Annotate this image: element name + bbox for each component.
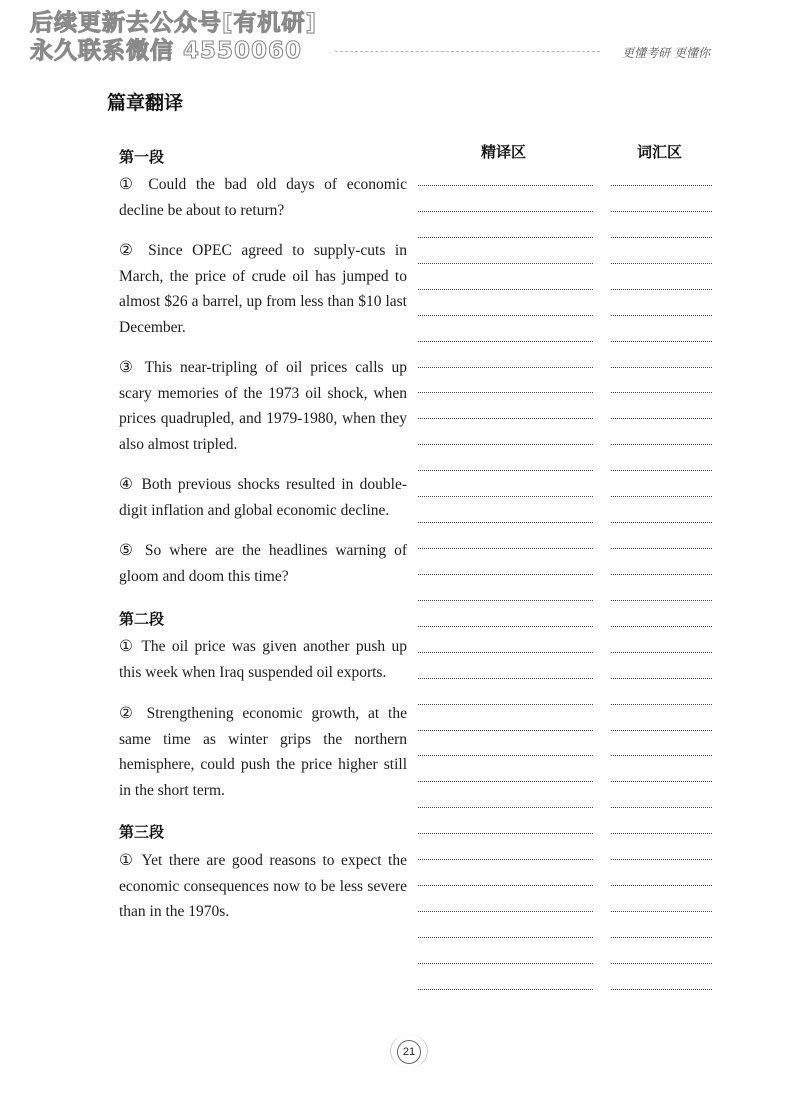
vocabulary-line	[611, 496, 712, 497]
paragraph-1-4: ④ Both previous shocks resulted in double-digit inflation and global economic decline.	[119, 476, 407, 519]
column-header-vocabulary: 词汇区	[637, 143, 683, 161]
paragraph-1-2: ② Since OPEC agreed to supply-cuts in March, the price of crude oil has jumped to almost $26 a barrel, up from less than $10 last December.	[119, 242, 407, 337]
precise-translation-line	[418, 315, 593, 316]
precise-translation-line	[418, 755, 593, 756]
precise-translation-line	[418, 263, 593, 264]
watermark-line-2: 永久联系微信 4550060	[30, 38, 303, 64]
page-title: 篇章翻译	[107, 92, 184, 114]
precise-translation-line	[418, 392, 593, 393]
vocabulary-line	[611, 522, 712, 523]
vocabulary-line	[611, 937, 712, 938]
vocabulary-line	[611, 574, 712, 575]
vocabulary-line	[611, 859, 712, 860]
vocabulary-line	[611, 185, 712, 186]
column-header-precise-translation: 精译区	[481, 143, 527, 161]
precise-translation-line	[418, 600, 593, 601]
precise-translation-line	[418, 341, 593, 342]
vocabulary-line	[611, 392, 712, 393]
vocabulary-line	[611, 444, 712, 445]
precise-translation-line	[418, 704, 593, 705]
precise-translation-line	[418, 833, 593, 834]
paragraph-1-1: ① Could the bad old days of economic decline be about to return?	[119, 176, 407, 219]
precise-translation-line	[418, 885, 593, 886]
vocabulary-line	[611, 704, 712, 705]
precise-translation-line	[418, 781, 593, 782]
vocabulary-line	[611, 289, 712, 290]
vocabulary-line	[611, 237, 712, 238]
vocabulary-line	[611, 341, 712, 342]
vocabulary-line	[611, 548, 712, 549]
precise-translation-line	[418, 185, 593, 186]
vocabulary-line	[611, 263, 712, 264]
vocabulary-line	[611, 652, 712, 653]
precise-translation-line	[418, 626, 593, 627]
precise-translation-line	[418, 730, 593, 731]
precise-translation-line	[418, 470, 593, 471]
precise-translation-line	[418, 859, 593, 860]
precise-translation-line	[418, 911, 593, 912]
vocabulary-line	[611, 730, 712, 731]
vocabulary-line	[611, 989, 712, 990]
paragraph-3-1: ① Yet there are good reasons to expect the economic consequences now to be less severe than in the 1970s.	[119, 852, 407, 921]
paragraph-1-5: ⑤ So where are the headlines warning of gloom and doom this time?	[119, 542, 407, 585]
precise-translation-line	[418, 574, 593, 575]
vocabulary-line	[611, 211, 712, 212]
precise-translation-line	[418, 496, 593, 497]
paragraph-1-3: ③ This near-tripling of oil prices calls up scary memories of the 1973 oil shock, when prices quadrupled, and 1979-1980, when they also almost tripled.	[119, 359, 407, 454]
vocabulary-line	[611, 833, 712, 834]
precise-translation-line	[418, 289, 593, 290]
header-divider	[335, 51, 600, 52]
watermark-line-1: 后续更新去公众号[有机研]	[30, 10, 318, 36]
precise-translation-line	[418, 367, 593, 368]
paragraph-2-2: ② Strengthening economic growth, at the same time as winter grips the northern hemisphere, could push the price higher still in the short term.	[119, 705, 407, 800]
precise-translation-line	[418, 652, 593, 653]
precise-translation-line	[418, 937, 593, 938]
vocabulary-line	[611, 470, 712, 471]
page-number: 21	[397, 1040, 421, 1064]
vocabulary-line	[611, 600, 712, 601]
header-slogan: 更懂考研 更懂你	[622, 46, 710, 60]
vocabulary-line	[611, 911, 712, 912]
precise-translation-line	[418, 237, 593, 238]
vocabulary-line	[611, 755, 712, 756]
precise-translation-line	[418, 807, 593, 808]
precise-translation-line	[418, 963, 593, 964]
section-title-1: 第一段	[119, 148, 165, 166]
vocabulary-line	[611, 885, 712, 886]
vocabulary-line	[611, 315, 712, 316]
precise-translation-line	[418, 211, 593, 212]
vocabulary-line	[611, 963, 712, 964]
precise-translation-line	[418, 989, 593, 990]
precise-translation-line	[418, 522, 593, 523]
precise-translation-line	[418, 418, 593, 419]
vocabulary-line	[611, 678, 712, 679]
vocabulary-line	[611, 781, 712, 782]
paragraph-2-1: ① The oil price was given another push up this week when Iraq suspended oil exports.	[119, 638, 407, 681]
precise-translation-line	[418, 678, 593, 679]
vocabulary-line	[611, 626, 712, 627]
vocabulary-line	[611, 807, 712, 808]
precise-translation-line	[418, 548, 593, 549]
vocabulary-line	[611, 418, 712, 419]
precise-translation-line	[418, 444, 593, 445]
section-title-2: 第二段	[119, 610, 165, 628]
vocabulary-line	[611, 367, 712, 368]
section-title-3: 第三段	[119, 823, 165, 841]
